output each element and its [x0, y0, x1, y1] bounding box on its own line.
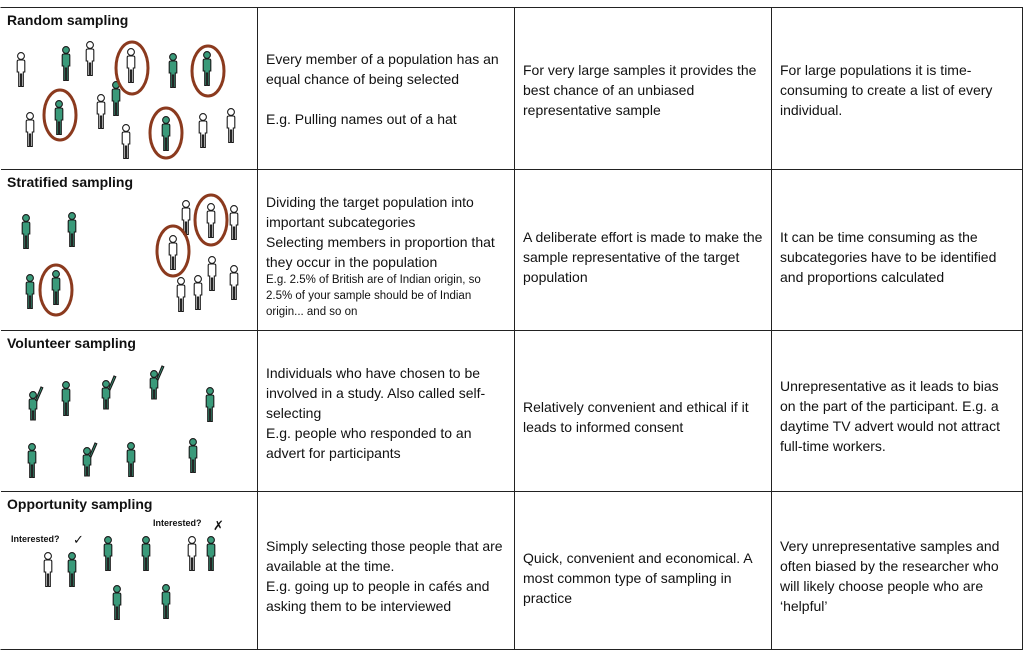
- person-icon: [230, 266, 238, 300]
- weakness-text: For large populations it is time-consuming to create a list of every individual.: [780, 62, 993, 118]
- person-waving-icon: [29, 387, 43, 420]
- description-cell: [257, 331, 514, 491]
- example-text: E.g. people who responded to an advert for participants: [266, 425, 472, 461]
- person-icon: [203, 52, 211, 86]
- person-icon: [177, 278, 185, 312]
- stratified-sampling-illustration: [1, 170, 257, 330]
- strength-text: Relatively convenient and ethical if it leads to informed consent: [523, 399, 749, 435]
- table-row: [1, 169, 1022, 330]
- person-icon: [26, 275, 34, 309]
- person-icon: [208, 257, 216, 291]
- person-waving-icon: [102, 376, 116, 409]
- description-cell: [257, 170, 514, 330]
- random-sampling-illustration: [1, 8, 257, 168]
- person-icon: [188, 537, 196, 571]
- person-waving-icon: [83, 443, 97, 476]
- interested-caption: Interested?: [11, 534, 60, 544]
- cross-icon: ✗: [213, 519, 224, 534]
- volunteer-sampling-illustration: [1, 331, 257, 491]
- person-icon: [104, 537, 112, 571]
- method-cell: [1, 170, 257, 330]
- person-icon: [142, 537, 150, 571]
- weakness-cell: [771, 492, 1022, 649]
- method-title: Opportunity sampling: [7, 496, 153, 512]
- strength-cell: [514, 331, 771, 491]
- person-icon: [113, 586, 121, 620]
- check-icon: ✓: [73, 533, 84, 548]
- person-icon: [127, 443, 135, 477]
- person-icon: [97, 95, 105, 129]
- description-cell: [257, 8, 514, 169]
- person-icon: [17, 53, 25, 87]
- strength-text: A deliberate effort is made to make the sample representative of the target population: [523, 229, 763, 285]
- person-icon: [86, 42, 94, 76]
- person-icon: [62, 47, 70, 81]
- person-icon: [194, 276, 202, 310]
- person-icon: [55, 101, 63, 135]
- method-title: Volunteer sampling: [7, 335, 136, 351]
- person-icon: [199, 114, 207, 148]
- person-icon: [207, 537, 215, 571]
- table-row: [1, 8, 1022, 169]
- table-row: [1, 491, 1022, 649]
- person-icon: [127, 49, 135, 83]
- example-text: E.g. Pulling names out of a hat: [266, 111, 457, 127]
- weakness-text: Unrepresentative as it leads to bias on the part of the participant. E.g. a daytime TV advert would not attract full-time workers.: [780, 378, 1000, 454]
- example-text: E.g. going up to people in cafés and asking them to be interviewed: [266, 578, 490, 614]
- strength-text: Quick, convenient and economical. A most common type of sampling in practice: [523, 550, 752, 606]
- method-cell: [1, 8, 257, 169]
- person-icon: [22, 215, 30, 249]
- person-icon: [182, 201, 190, 235]
- person-icon: [169, 54, 177, 88]
- person-icon: [44, 553, 52, 587]
- weakness-cell: [771, 331, 1022, 491]
- person-icon: [28, 444, 36, 478]
- description-text: Selecting members in proportion that they occur in the population: [266, 234, 495, 270]
- example-text: E.g. 2.5% of British are of Indian origin, so 2.5% of your sample should be of Indian origin... and so on: [266, 274, 481, 318]
- weakness-cell: [771, 8, 1022, 169]
- interested-caption: Interested?: [153, 518, 202, 528]
- person-icon: [112, 82, 120, 116]
- person-icon: [162, 585, 170, 619]
- table-row: [1, 330, 1022, 491]
- person-icon: [52, 271, 60, 305]
- strength-cell: [514, 8, 771, 169]
- method-title: Stratified sampling: [7, 174, 134, 190]
- person-icon: [227, 109, 235, 143]
- person-icon: [189, 439, 197, 473]
- description-text: Dividing the target population into important subcategories: [266, 194, 474, 230]
- person-icon: [68, 553, 76, 587]
- description-text: Every member of a population has an equal chance of being selected: [266, 51, 499, 87]
- strength-cell: [514, 492, 771, 649]
- sampling-table: [0, 7, 1023, 650]
- strength-text: For very large samples it provides the best chance of an unbiased representative sample: [523, 62, 757, 118]
- description-cell: [257, 492, 514, 649]
- description-text: Individuals who have chosen to be involved in a study. Also called self-selecting: [266, 365, 486, 421]
- person-icon: [169, 236, 177, 270]
- person-waving-icon: [150, 366, 164, 399]
- person-icon: [206, 388, 214, 422]
- person-icon: [68, 213, 76, 247]
- person-icon: [162, 117, 170, 151]
- description-text: Simply selecting those people that are available at the time.: [266, 538, 503, 574]
- weakness-cell: [771, 170, 1022, 330]
- person-icon: [207, 204, 215, 238]
- person-icon: [62, 382, 70, 416]
- weakness-text: Very unrepresentative samples and often biased by the researcher who will likely choose people who are ‘helpful’: [780, 538, 1000, 614]
- method-cell: [1, 331, 257, 491]
- method-title: Random sampling: [7, 12, 129, 28]
- strength-cell: [514, 170, 771, 330]
- opportunity-sampling-illustration: [1, 492, 257, 650]
- weakness-text: It can be time consuming as the subcategories have to be identified and proportions calculated: [780, 229, 997, 285]
- person-icon: [230, 206, 238, 240]
- person-icon: [122, 125, 130, 159]
- person-icon: [26, 113, 34, 147]
- method-cell: [1, 492, 257, 649]
